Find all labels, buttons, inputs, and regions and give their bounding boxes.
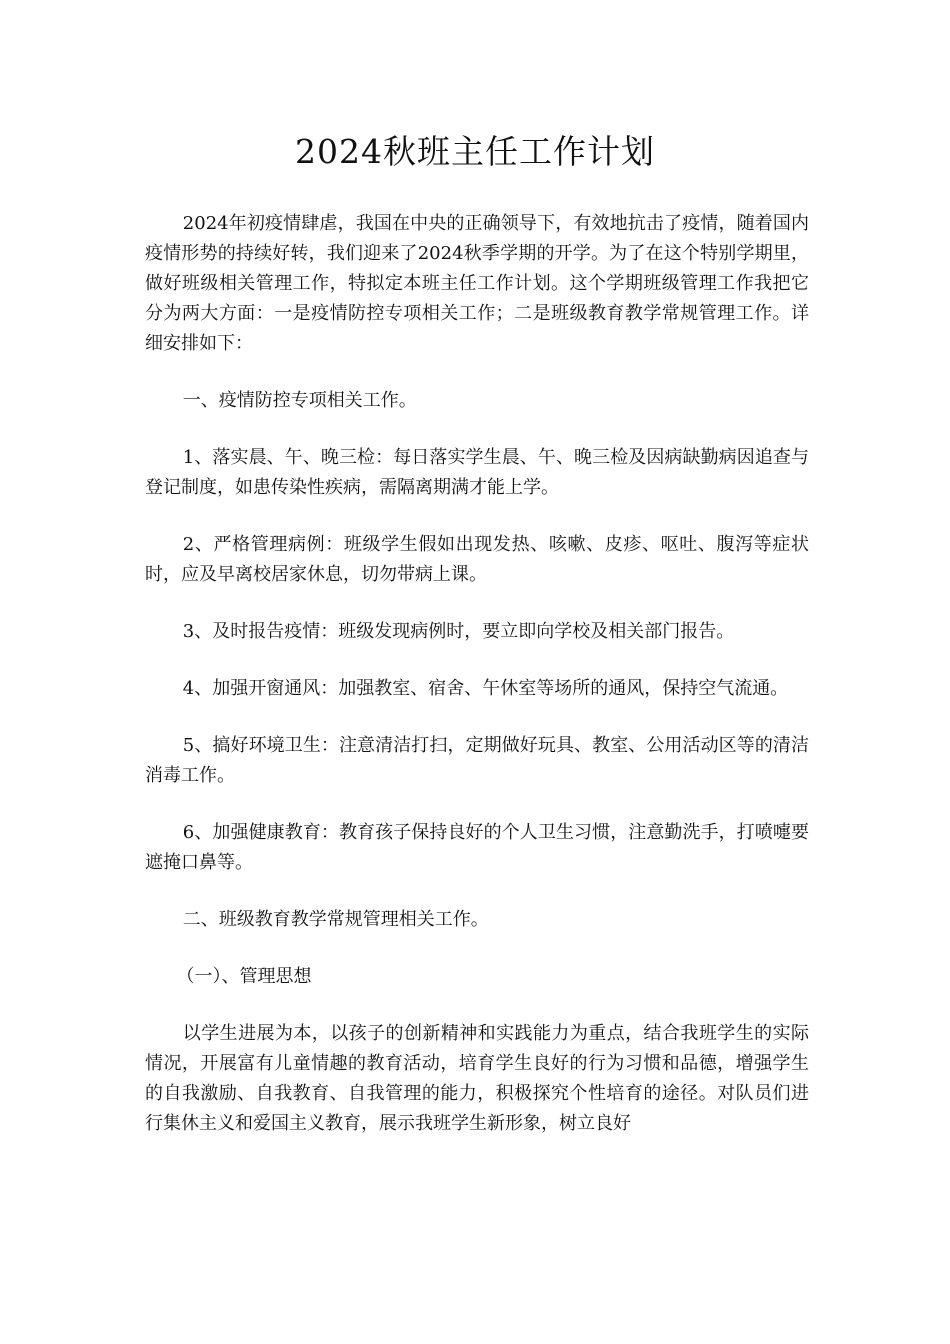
list-item-ventilation: 4、加强开窗通风：加强教室、宿舍、午休室等场所的通风，保持空气流通。 bbox=[182, 678, 789, 699]
list-item-morning-check: 1、落实晨、午、晚三检：每日落实学生晨、午、晚三检及因病缺勤病因追查与登记制度，如患传染性疾病，需隔离期满才能上学。 bbox=[145, 447, 809, 498]
list-item-report: 3、及时报告疫情：班级发现病例时，要立即向学校及相关部门报告。 bbox=[182, 621, 735, 642]
subsection-heading-philosophy: （一）、管理思想 bbox=[176, 966, 312, 987]
list-item-case-management: 2、严格管理病例：班级学生假如出现发热、咳嗽、皮疹、呕吐、腹泻等症状时，应及早离校居家休息，切勿带病上课。 bbox=[145, 534, 809, 585]
document-title: 2024秋班主任工作计划 bbox=[295, 132, 655, 171]
list-item-health-education: 6、加强健康教育：教育孩子保持良好的个人卫生习惯，注意勤洗手，打喷嚏要遮掩口鼻等。 bbox=[145, 822, 809, 873]
intro-paragraph: 2024年初疫情肆虐，我国在中央的正确领导下，有效地抗击了疫情，随着国内疫情形势的持续好转，我们迎来了2024秋季学期的开学。为了在这个特别学期里，做好班级相关管理工作，特拟定本班主任工作计划。这个学期班级管理工作我把它分为两大方面：一是疫情防控专项相关工作；二是班级教育教学常规管理工作。详细安排如下： bbox=[145, 213, 809, 354]
philosophy-paragraph: 以学生进展为本，以孩子的创新精神和实践能力为重点，结合我班学生的实际情况，开展富有儿童情趣的教育活动，培育学生良好的行为习惯和品德，增强学生的自我激励、自我教育、自我管理的能力，积极探究个性培育的途径。对队员们进行集休主义和爱国主义教育，展示我班学生新形象，树立良好 bbox=[145, 1023, 809, 1134]
document-body bbox=[145, 209, 809, 1139]
section-heading-epidemic: 一、疫情防控专项相关工作。 bbox=[182, 390, 417, 411]
section-heading-routine: 二、班级教育教学常规管理相关工作。 bbox=[182, 909, 489, 930]
list-item-hygiene: 5、搞好环境卫生：注意清洁打扫，定期做好玩具、教室、公用活动区等的清洁消毒工作。 bbox=[145, 735, 809, 786]
